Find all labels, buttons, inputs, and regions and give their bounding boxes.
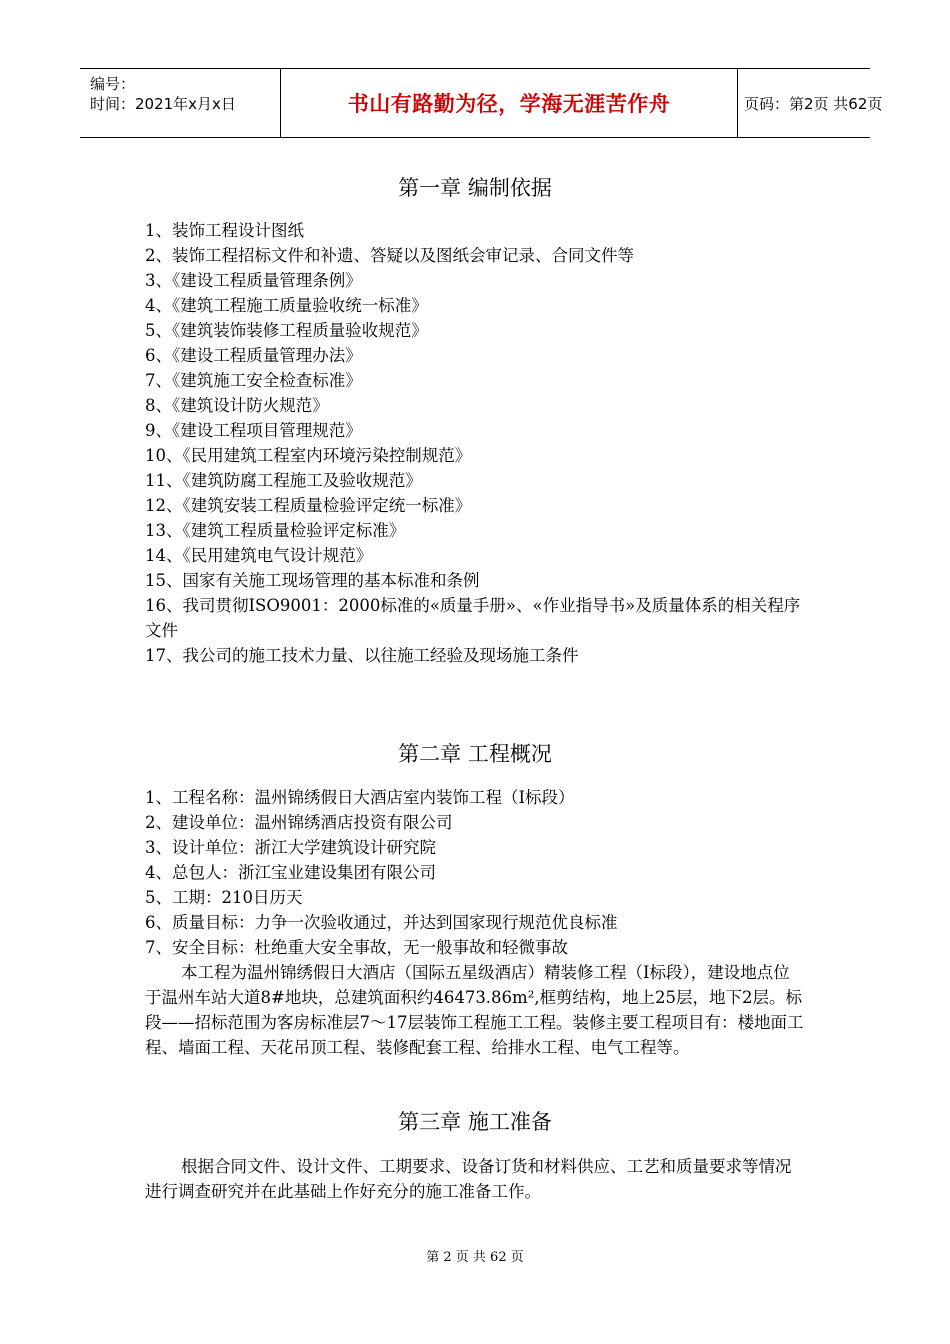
list-item: 5、《建筑装饰装修工程质量验收规范》 (145, 321, 428, 340)
header-page-info: 页码：第2页 共62页 (744, 94, 883, 113)
list-item: 10、《民用建筑工程室内环境污染控制规范》 (145, 446, 472, 465)
list-item: 13、《建筑工程质量检验评定标准》 (145, 521, 406, 540)
date-label: 时间：2021年x月x日 (90, 95, 236, 113)
chapter2-title: 第二章 工程概况 (398, 742, 552, 766)
list-item: 5、工期：210日历天 (145, 888, 303, 907)
header-meta (80, 69, 280, 137)
list-item: 2、建设单位：温州锦绣酒店投资有限公司 (145, 813, 453, 832)
doc-number-label: 编号： (90, 75, 136, 93)
list-item: 3、设计单位：浙江大学建筑设计研究院 (145, 838, 436, 857)
list-item: 12、《建筑安装工程质量检验评定统一标准》 (145, 496, 472, 515)
chapter1-title: 第一章 编制依据 (398, 176, 552, 200)
list-item: 3、《建设工程质量管理条例》 (145, 271, 362, 290)
list-item: 7、安全目标：杜绝重大安全事故，无一般事故和轻微事故 (145, 938, 568, 957)
list-item: 15、国家有关施工现场管理的基本标准和条例 (145, 571, 480, 590)
chapter2-list (145, 785, 825, 960)
chapter3-title: 第三章 施工准备 (398, 1110, 552, 1134)
list-item: 11、《建筑防腐工程施工及验收规范》 (145, 471, 422, 490)
list-item: 6、《建设工程质量管理办法》 (145, 346, 362, 365)
list-item: 9、《建设工程项目管理规范》 (145, 421, 362, 440)
preparation-paragraph: 根据合同文件、设计文件、工期要求、设备订货和材料供应、工艺和质量要求等情况进行调查研究并在此基础上作好充分的施工准备工作。 (145, 1157, 792, 1201)
list-item: 7、《建筑施工安全检查标准》 (145, 371, 362, 390)
list-item: 1、工程名称：温州锦绣假日大酒店室内装饰工程（I标段） (145, 788, 575, 807)
page-header (80, 68, 883, 138)
list-item: 1、装饰工程设计图纸 (145, 221, 304, 240)
header-motto: 书山有路勤为径，学海无涯苦作舟 (280, 69, 738, 137)
list-item: 2、装饰工程招标文件和补遗、答疑以及图纸会审记录、合同文件等 (145, 246, 634, 265)
page-footer: 第 2 页 共 62 页 (426, 1250, 524, 1265)
list-item: 4、总包人：浙江宝业建设集团有限公司 (145, 863, 436, 882)
chapter1-list (145, 218, 825, 668)
list-item: 14、《民用建筑电气设计规范》 (145, 546, 373, 565)
list-item: 8、《建筑设计防火规范》 (145, 396, 329, 415)
list-item: 17、我公司的施工技术力量、以往施工经验及现场施工条件 (145, 646, 579, 665)
list-item: 16、我司贯彻ISO9001：2000标准的«质量手册»、«作业指导书»及质量体系的相关程序文件 (145, 596, 801, 640)
list-item: 6、质量目标：力争一次验收通过，并达到国家现行规范优良标准 (145, 913, 618, 932)
project-overview-paragraph: 本工程为温州锦绣假日大酒店（国际五星级酒店）精装修工程（I标段），建设地点位于温州车站大道8#地块，总建筑面积约46473.86m²,框剪结构，地上25层，地下2层。标段——招标范围为客房标准层7～17层装饰工程施工工程。装修主要工程项目有：楼地面工程、墙面工程、天花吊顶工程、装修配套工程、给排水工程、电气工程等。 (145, 963, 804, 1057)
list-item: 4、《建筑工程施工质量验收统一标准》 (145, 296, 428, 315)
